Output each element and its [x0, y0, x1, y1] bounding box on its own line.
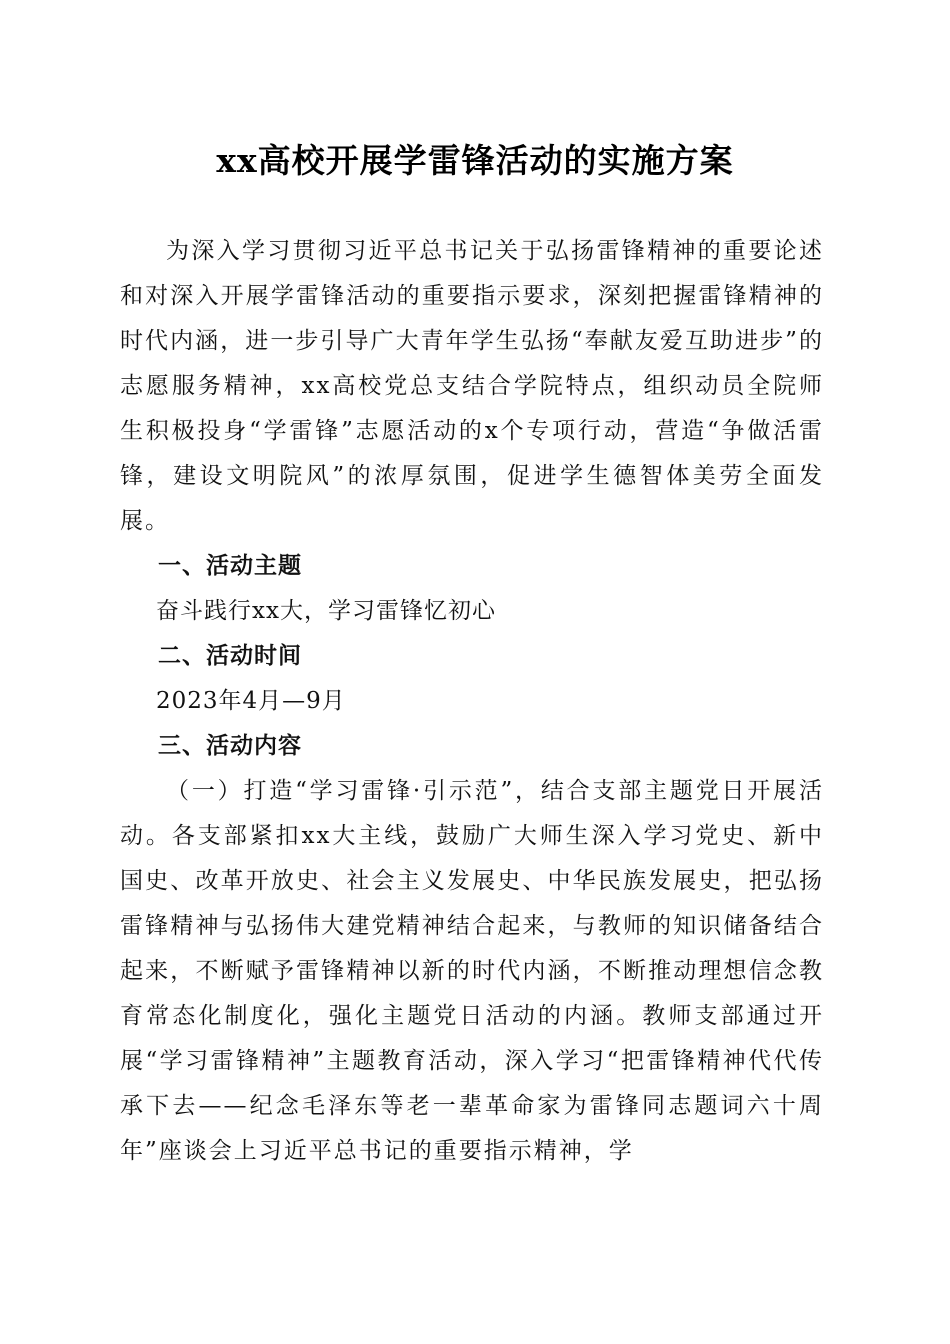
section-heading-theme: 一、活动主题 — [158, 553, 302, 579]
section-heading-time: 二、活动时间 — [158, 643, 302, 669]
document-body — [120, 229, 824, 1174]
activity-theme-text: 奋斗践行xx大，学习雷锋忆初心 — [156, 598, 496, 624]
activity-time-text: 2023年4月—9月 — [156, 688, 346, 714]
section-heading-content: 三、活动内容 — [158, 733, 302, 759]
content-paragraph-1: （一）打造“学习雷锋·引示范”，结合支部主题党日开展活动。各支部紧扣xx大主线，鼓励广大师生深入学习党史、新中国史、改革开放史、社会主义发展史、中华民族发展史，把弘扬雷锋精神与弘扬伟大建党精神结合起来，与教师的知识储备结合起来，不断赋予雷锋精神以新的时代内涵，不断推动理想信念教育常态化制度化，强化主题党日活动的内涵。教师支部通过开展“学习雷锋精神”主题教育活动，深入学习“把雷锋精神代代传承下去——纪念毛泽东等老一辈革命家为雷锋同志题词六十周年”座谈会上习近平总书记的重要指示精神，学 — [120, 778, 824, 1164]
intro-paragraph: 为深入学习贯彻习近平总书记关于弘扬雷锋精神的重要论述和对深入开展学雷锋活动的重要指示要求，深刻把握雷锋精神的时代内涵，进一步引导广大青年学生弘扬“奉献友爱互助进步”的志愿服务精神，xx高校党总支结合学院特点，组织动员全院师生积极投身“学雷锋”志愿活动的x个专项行动，营造“争做活雷锋，建设文明院风”的浓厚氛围，促进学生德智体美劳全面发展。 — [120, 238, 824, 534]
document-title: xx高校开展学雷锋活动的实施方案 — [216, 141, 734, 180]
